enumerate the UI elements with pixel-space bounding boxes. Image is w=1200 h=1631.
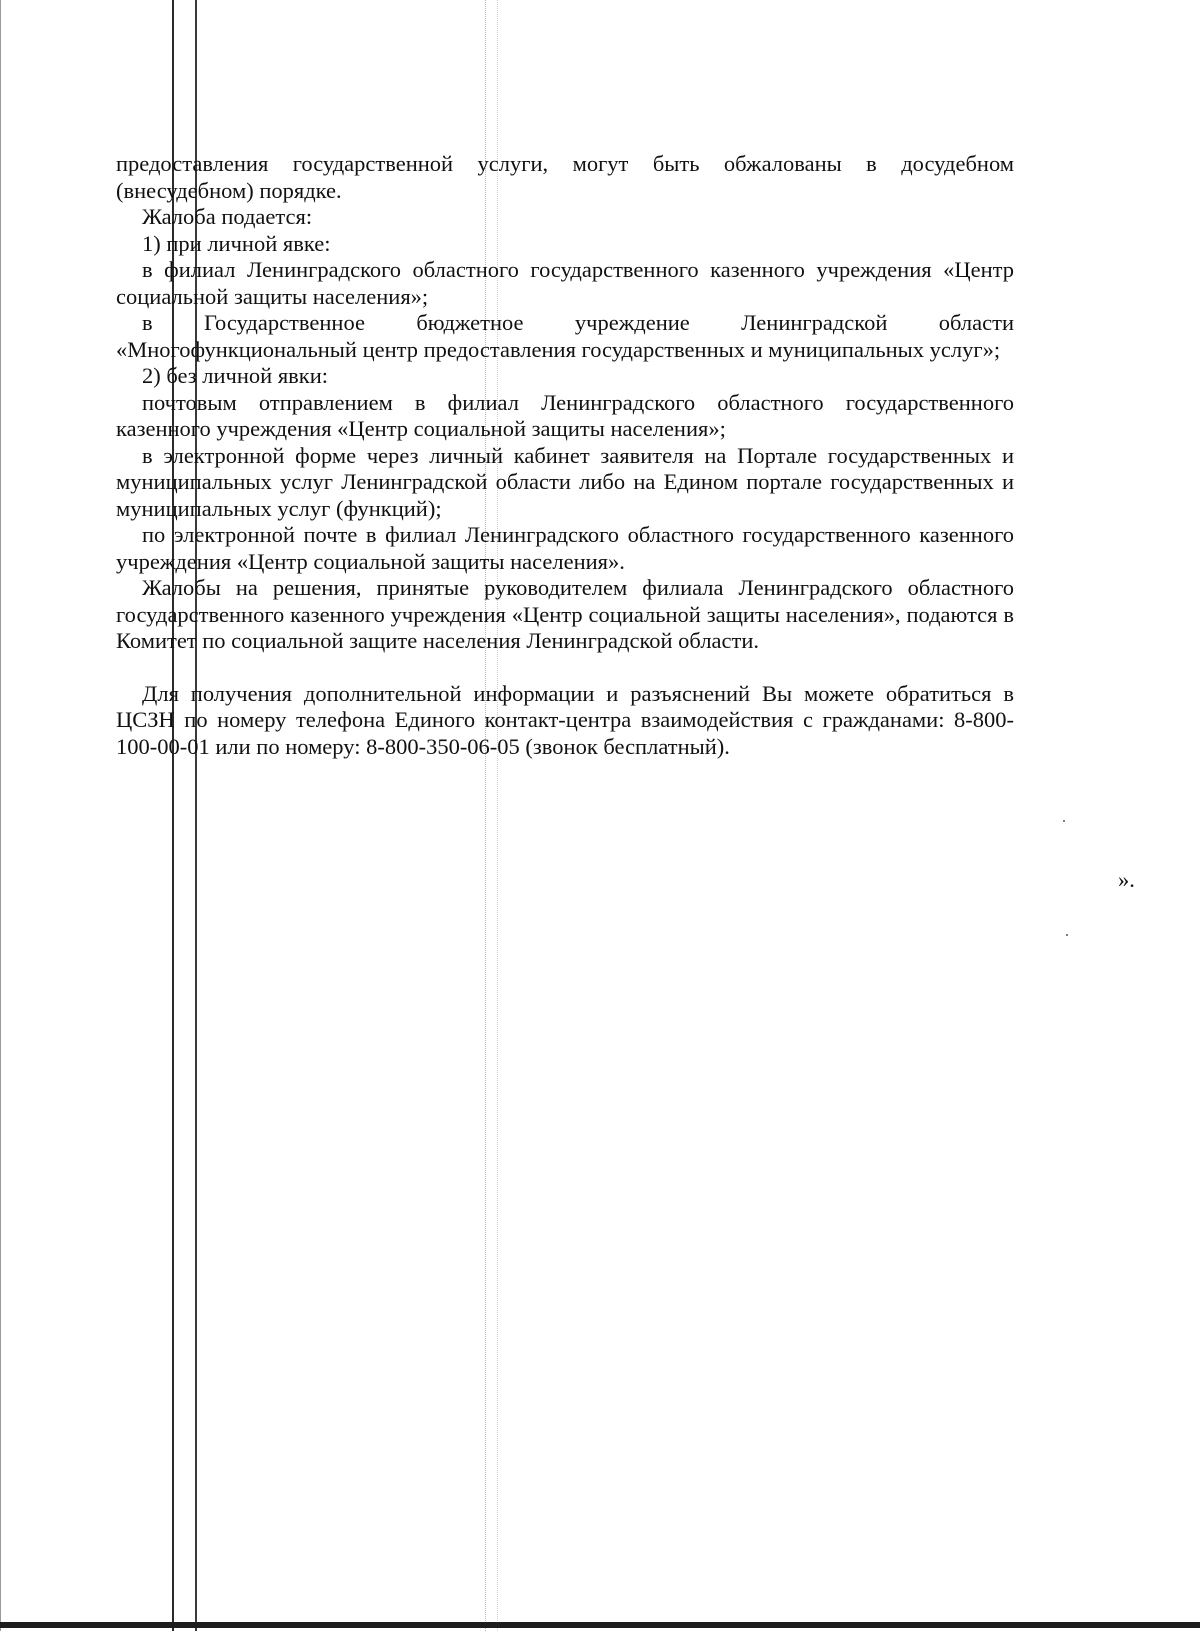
scan-bottom-edge <box>0 1622 1200 1628</box>
paragraph-branch-office: в филиал Ленинградского областного государственного казенного учреждения «Центр социальной защиты населения»; <box>116 257 1014 309</box>
paragraph-gap <box>116 655 1014 681</box>
paragraph-mfc: в Государственное бюджетное учреждение Ленинградской области «Многофункциональный центр предоставления государственных и муниципальных услуг»; <box>116 310 1014 362</box>
scan-speck <box>1066 934 1068 936</box>
paragraph-by-post: почтовым отправлением в филиал Ленинградского областного государственного казенного учреждения «Центр социальной защиты населения»; <box>116 389 1014 441</box>
paragraph-electronic-portal: в электронной форме через личный кабинет заявителя на Портале государственных и муниципальных услуг Ленинградской области либо на Едином портале государственных и муниципальных услуг (функций); <box>116 442 1014 521</box>
paragraph-by-email: по электронной почте в филиал Ленинградского областного государственного казенного учреждения «Центр социальной защиты населения». <box>116 522 1014 574</box>
scan-speck <box>1063 820 1065 822</box>
paragraph-complaints-committee: Жалобы на решения, принятые руководителем филиала Ленинградского областного государственного казенного учреждения «Центр социальной защиты населения», подаются в Комитет по социальной защите населения Ленинградской области. <box>116 575 1014 653</box>
paragraph-in-person: 1) при личной явке: <box>142 230 331 256</box>
document-body <box>116 151 1014 760</box>
closing-quote-mark: ». <box>1118 867 1135 892</box>
paragraph-contact-info: Для получения дополнительной информации и разъяснений Вы можете обратиться в ЦСЗН по номеру телефона Единого контакт-центра взаимодействия с гражданами: 8-800-100-00-01 или по номеру: 8-800-350-06-05 (звонок бесплатный). <box>116 680 1014 759</box>
paragraph-without-visit: 2) без личной явки: <box>142 363 329 388</box>
scan-edge-line <box>0 0 1 1631</box>
paragraph-appeal-intro: предоставления государственной услуги, могут быть обжалованы в досудебном (внесудебном) порядке. <box>116 151 1014 203</box>
paragraph-complaint-filed: Жалоба подается: <box>142 204 313 229</box>
